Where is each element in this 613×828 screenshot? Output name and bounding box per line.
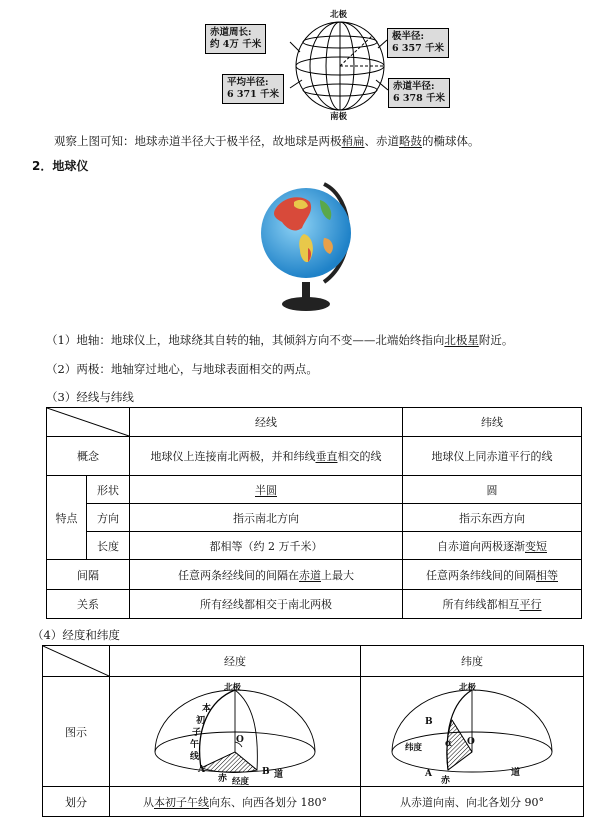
observation-text: 观察上图可知：地球赤道半径大于极半径，故地球是两极稍扁、赤道略鼓的椭球体。 (54, 134, 480, 148)
cell-division-longitude: 从本初子午线向东、向西各划分 180° (110, 787, 361, 817)
section-title-globe: 2．地球仪 (32, 159, 89, 173)
item-lonlat-title: （4）经度和纬度 (32, 628, 120, 642)
col-header-meridian: 经线 (130, 408, 403, 437)
cell-division-latitude: 从赤道向南、向北各划分 90° (361, 787, 584, 817)
mean-radius-callout: 平均半径: 6 371 千米 (222, 74, 284, 104)
col-header-latitude: 纬度 (361, 646, 584, 677)
row-header-relation: 关系 (47, 590, 130, 619)
row-header-features: 特点 (47, 476, 87, 560)
table2-corner (43, 646, 110, 677)
polar-radius-callout: 极半径: 6 357 千米 (387, 28, 449, 58)
longitude-hemisphere-figure (135, 680, 335, 784)
lat-fig-O: O (467, 737, 475, 747)
row-header-concept: 概念 (47, 437, 130, 476)
lat-fig-north: 北极 (459, 683, 477, 693)
cell-interval-parallel: 任意两条纬线间的间隔相等 (403, 560, 582, 590)
cell-shape-meridian: 半圆 (130, 476, 403, 504)
item-poles: （2）两极：地轴穿过地心，与地球表面相交的两点。 (46, 362, 318, 376)
row-header-division: 划分 (43, 787, 110, 817)
item-earth-axis: （1）地轴：地球仪上，地球绕其自转的轴，其倾斜方向不变——北端始终指向北极星附近。 (46, 333, 514, 347)
cell-shape-parallel: 圆 (403, 476, 582, 504)
cell-relation-parallel: 所有纬线都相互平行 (403, 590, 582, 619)
lon-fig-ben: 本 (202, 704, 212, 714)
col-header-parallel: 纬线 (403, 408, 582, 437)
lon-fig-jingdu: 经度 (232, 777, 250, 787)
row-header-shape: 形状 (87, 476, 130, 504)
south-pole-label: 南极 (330, 112, 348, 122)
lon-fig-A: A (198, 765, 205, 775)
row-header-interval: 间隔 (47, 560, 130, 590)
latitude-diagram-cell (361, 677, 584, 787)
equator-circumference-callout: 赤道周长: 约 4万 千米 (205, 24, 266, 54)
lon-fig-north: 北极 (224, 683, 242, 693)
equator-radius-callout: 赤道半径: 6 378 千米 (388, 78, 450, 108)
row-header-length: 长度 (87, 532, 130, 560)
cell-direction-meridian: 指示南北方向 (130, 504, 403, 532)
lat-fig-dao: 道 (511, 768, 521, 778)
lon-fig-B: B (262, 767, 270, 777)
lon-fig-xian: 线 (190, 752, 200, 762)
col-header-longitude: 经度 (110, 646, 361, 677)
longitude-latitude-table (42, 645, 584, 817)
table-corner (47, 408, 130, 437)
lon-fig-wu: 午 (190, 740, 200, 750)
lat-fig-chi: 赤 (441, 776, 451, 786)
cell-relation-meridian: 所有经线都相交于南北两极 (130, 590, 403, 619)
lon-fig-chu: 初 (196, 716, 206, 726)
cell-direction-parallel: 指示东西方向 (403, 504, 582, 532)
longitude-diagram-cell (110, 677, 361, 787)
lat-fig-A: A (425, 769, 432, 779)
globe-image (254, 178, 364, 320)
latitude-hemisphere-figure (382, 680, 562, 784)
north-pole-label: 北极 (330, 10, 348, 20)
lat-fig-alpha: α (445, 739, 452, 749)
lon-fig-O: O (236, 735, 244, 745)
cell-length-meridian: 都相等（约 2 万千米） (130, 532, 403, 560)
row-header-diagram: 图示 (43, 677, 110, 787)
lat-fig-B: B (425, 717, 433, 727)
meridian-parallel-table (46, 407, 582, 619)
cell-interval-meridian: 任意两条经线间的间隔在赤道上最大 (130, 560, 403, 590)
cell-concept-parallel: 地球仪上同赤道平行的线 (403, 437, 582, 476)
lat-fig-weidu: 纬度 (405, 743, 423, 753)
lon-fig-chi: 赤 (218, 774, 228, 784)
item-lines-title: （3）经线与纬线 (46, 390, 134, 404)
lon-fig-dao: 道 (274, 770, 284, 780)
cell-concept-meridian: 地球仪上连接南北两极，并和纬线垂直相交的线 (130, 437, 403, 476)
earth-diagram (200, 10, 450, 122)
lon-fig-zi: 子 (192, 728, 202, 738)
cell-length-parallel: 自赤道向两极逐渐变短 (403, 532, 582, 560)
row-header-direction: 方向 (87, 504, 130, 532)
